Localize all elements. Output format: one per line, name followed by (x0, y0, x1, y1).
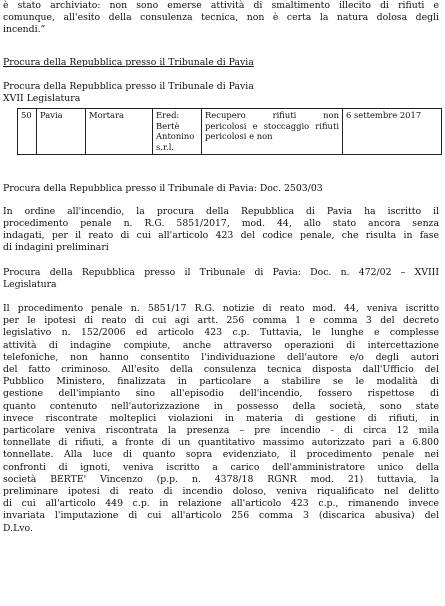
cell-ditta (153, 109, 202, 154)
p2-line: attività di indagine compiute, anche attraverso operazioni di intercettazione (3, 339, 439, 351)
ditta-line: s.r.l. (156, 142, 175, 152)
paragraph-1 (3, 206, 439, 255)
records-table (17, 108, 442, 154)
ditta-line: Ered: (156, 110, 180, 121)
attivita-line: pericolosi e non (205, 131, 273, 142)
intro-line-2: comunque, all'esito della consulenza tecnica, non è certa la natura dolosa degli (3, 12, 439, 24)
attivita-line: Recupero rifiuti non (205, 110, 339, 121)
cell-attivita (202, 109, 343, 154)
p2-line: particolare veniva riscontrata la presenza – pre incendio - di circa 12 mila (3, 425, 439, 437)
intro-paragraph (3, 0, 439, 37)
p2-line: del fatto criminoso. All'esito della consulenza tecnica disposta dall'Ufficio del (3, 364, 439, 376)
p1-line: procedimento penale n. R.G. 5851/2017, mod. 44, allo stato ancora senza (3, 218, 439, 229)
p2-line: per le ipotesi di reato di cui agi artt. 256 comma 1 e comma 3 del decreto (3, 315, 439, 327)
intro-line-3: incendi.” (3, 24, 46, 36)
p2-line: legislativo n. 152/2006 ed articolo 423 c.p. Tuttavia, le lunghe e complesse (3, 327, 439, 339)
sub-heading-line-1: Procura della Repubblica presso il Tribunale di Pavia (3, 80, 254, 92)
sub-heading (3, 81, 439, 105)
p2-line: Pubblico Ministero, finalizzata in particolare a stabilire se le modalità di (3, 376, 439, 388)
p2-line: telefoniche, non hanno consentito l'individuazione dell'autore e/o degli autori (3, 351, 439, 363)
section-heading-underlined: Procura della Repubblica presso il Tribunale di Pavia (3, 56, 254, 68)
doc2-heading-line-1: Procura della Repubblica presso il Tribunale di Pavia: Doc. n. 472/02 – XVIII (3, 266, 439, 278)
cell-provincia: Pavia (37, 109, 86, 154)
attivita-line: pericolosi e stoccaggio rifiuti (205, 120, 339, 131)
p2-line: tonnellate. Alla luce di quanto sopra evidenziato, il procedimento penale nei (3, 449, 439, 461)
ditta-line: Bertè (156, 120, 180, 131)
intro-line-1: è stato archiviato: non sono emerse attività di smaltimento illecito di rifiuti e (3, 0, 439, 11)
table-row (18, 109, 442, 154)
doc2-heading-line-2: Legislatura (3, 278, 57, 290)
cell-comune: Mortara (86, 109, 153, 154)
p2-line: D.Lvo. (3, 522, 33, 534)
p2-line: di cui all'articolo 449 c.p. in relazione all'articolo 423 c.p., rimanendo invece (3, 498, 439, 510)
p2-line: Il procedimento penale n. 5851/17 R.G. notizie di reato mod. 44, veniva iscritto (3, 303, 439, 315)
p2-line: quanto contenuto nell'autorizzazione in possesso della società, sono state (3, 400, 439, 412)
p2-line: società BERTE' Vincenzo (p.p. n. 4378/18 RGNR mod. 21) tuttavia, la (3, 473, 439, 485)
ditta-line: Antonino (156, 131, 195, 142)
p2-line: invece riscontrate molteplici violazioni in materia di gestione di rifiuti, in (3, 412, 439, 424)
doc2-heading (3, 267, 439, 291)
doc1-heading: Procura della Repubblica presso il Tribunale di Pavia: Doc. 2503/03 (3, 182, 323, 194)
p1-line: di indagini preliminari (3, 242, 109, 254)
p2-line: preliminare ipotesi di reato di incendio doloso, veniva riqualificato nel delitto (3, 486, 439, 498)
p1-line: indagati, per il reato di cui all'articolo 423 del codice penale, che risulta in fase (3, 230, 439, 242)
p2-line: tonnellate di rifiuti, a fronte di un quantitativo massimo autorizzato pari a 6.800 (3, 437, 439, 449)
sub-heading-line-2: XVII Legislatura (3, 93, 81, 105)
cell-data: 6 settembre 2017 (343, 109, 442, 154)
p2-line: confronti di ignoti, veniva iscritto a carico dell'amministratore unico della (3, 461, 439, 473)
p2-line: invariata l'imputazione di cui all'articolo 256 comma 3 (discarica abusiva) del (3, 510, 439, 522)
p2-line: gestione dell'impianto sino all'episodio dell'incendio, fossero rispettose di (3, 388, 439, 400)
cell-number: 50 (18, 109, 37, 154)
paragraph-2 (3, 303, 439, 535)
p1-line: In ordine all'incendio, la procura della Repubblica di Pavia ha iscritto il (3, 205, 439, 217)
